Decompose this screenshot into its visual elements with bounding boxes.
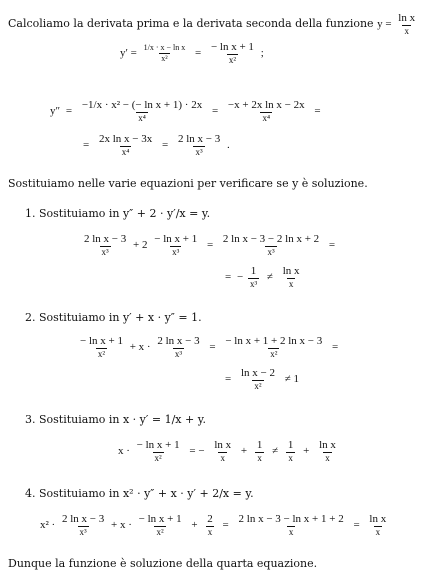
item3-line1: x · $\frac{\text{− ln x + 1}}{\text{x²}}$ = − $\frac{\text{ln x}}{x}$ + $\frac{1}{x}$ ≠ $\frac{1}{x}$ + $\frac{\text{ln x}}{x}$ [118,439,336,463]
fraction: $\frac{\text{2 ln x − 3}}{\text{x³}}$ [61,513,105,537]
fraction: $\frac{2}{x}$ [207,513,213,537]
intro-text: Calcoliamo la derivata prima e la derivata seconda della funzione [8,17,374,31]
fraction: $\frac{\text{− ln x + 1}}{\text{x³}}$ [154,233,198,257]
fraction: $\frac{\text{− ln x + 1 + 2 ln x − 3}}{\text{x²}}$ [225,335,323,359]
fraction: $\frac{\text{ln x}}{x}$ [369,513,387,537]
second-derivative-line2: = $\frac{\text{2x ln x − 3x}}{\text{x⁴}}$ = $\frac{\text{2 ln x − 3}}{\text{x³}}$ . [83,133,230,157]
fraction: $\frac{1}{\text{x³}}$ [249,265,258,289]
fraction: $\frac{\text{−x + 2x ln x − 2x}}{\text{x⁴}}$ [227,99,305,123]
item1-line1: $\frac{\text{2 ln x − 3}}{\text{x³}}$ + 2 $\frac{\text{− ln x + 1}}{\text{x³}}$ = $\frac{\text{2 ln x − 3 − 2 ln x + 2}}{\text{x³}}$ = [84,233,336,257]
item-title: 3. Sostituiamo in x · y′ = 1/x + y. [25,413,206,426]
fraction: $\frac{\text{ln x}}{x}$ [214,439,232,463]
item2-line2: = $\frac{\text{ln x − 2}}{\text{x²}}$ ≠ 1 [225,367,300,391]
fraction: $\frac{\text{− ln x + 1}}{\text{x²}}$ [138,513,182,537]
fraction: $\frac{\text{−1/x · x² − (− ln x + 1) · 2x}}{\text{x⁴}}$ [81,99,203,123]
fraction: $\frac{\text{ln x}}{x}$ [398,12,416,36]
item4-line1: x² · $\frac{\text{2 ln x − 3}}{\text{x³}}$ + x · $\frac{\text{− ln x + 1}}{\text{x²}}$ + $\frac{2}{x}$ = $\frac{\text{2 ln x − 3 − ln x + 1 + 2}}{x}$ = $\frac{\text{ln x}}{x}$ [40,513,387,537]
fraction: $\frac{\text{ln x}}{x}$ [319,439,336,463]
fraction: $\frac{\text{2 ln x − 3}}{\text{x³}}$ [177,133,221,157]
first-derivative: y′ = $\frac{\text{1/x · x − ln x}}{\text{x²}}$ = $\frac{\text{− ln x + 1}}{\text{x²}}$ ; [120,41,264,65]
second-derivative-line1: y″ = $\frac{\text{−1/x · x² − (− ln x + 1) · 2x}}{\text{x⁴}}$ = $\frac{\text{−x + 2x ln x − 2x}}{\text{x⁴}}$ = [50,99,321,123]
fraction: $\frac{\text{2 ln x − 3}}{\text{x³}}$ [157,335,200,359]
fraction: $\frac{\text{ln x}}{x}$ [282,265,300,289]
item-title: 4. Sostituiamo in x² · y″ + x · y′ + 2/x = y. [25,487,254,500]
conclusion-text: Dunque la funzione è soluzione della quarta equazione. [8,557,318,570]
fraction: $\frac{\text{2x ln x − 3x}}{\text{x⁴}}$ [98,133,153,157]
fraction: $\frac{\text{2 ln x − 3 − 2 ln x + 2}}{\text{x³}}$ [222,233,320,257]
fraction: $\frac{\text{− ln x + 1}}{\text{x²}}$ [210,41,254,65]
intro-line [8,13,419,36]
item-title: 2. Sostituiamo in y′ + x · y″ = 1. [25,311,202,324]
fraction: $\frac{1}{x}$ [287,439,294,463]
fraction: $\frac{\text{2 ln x − 3 − ln x + 1 + 2}}{x}$ [238,513,344,537]
fraction: $\frac{\text{1/x · x − ln x}}{\text{x²}}$ [143,43,186,63]
intro-function: y = $\frac{\text{ln x}}{x}$ [377,12,416,36]
item1-line2: = − $\frac{1}{\text{x³}}$ ≠ $\frac{\text{ln x}}{x}$ [225,265,300,289]
fraction: $\frac{1}{x}$ [256,439,263,463]
fraction: $\frac{\text{− ln x + 1}}{\text{x²}}$ [136,439,180,463]
item-title: 1. Sostituiamo in y″ + 2 · y′/x = y. [25,207,211,220]
item2-line1: $\frac{\text{− ln x + 1}}{\text{x²}}$ + x · $\frac{\text{2 ln x − 3}}{\text{x³}}$ = $\frac{\text{− ln x + 1 + 2 ln x − 3}}{\text{x²}}$ = [80,335,339,359]
fraction: $\frac{\text{− ln x + 1}}{\text{x²}}$ [80,335,123,359]
transition-text: Sostituiamo nelle varie equazioni per verificare se y è soluzione. [8,177,368,190]
fraction: $\frac{\text{ln x − 2}}{\text{x²}}$ [240,367,275,391]
fraction: $\frac{\text{2 ln x − 3}}{\text{x³}}$ [84,233,127,257]
